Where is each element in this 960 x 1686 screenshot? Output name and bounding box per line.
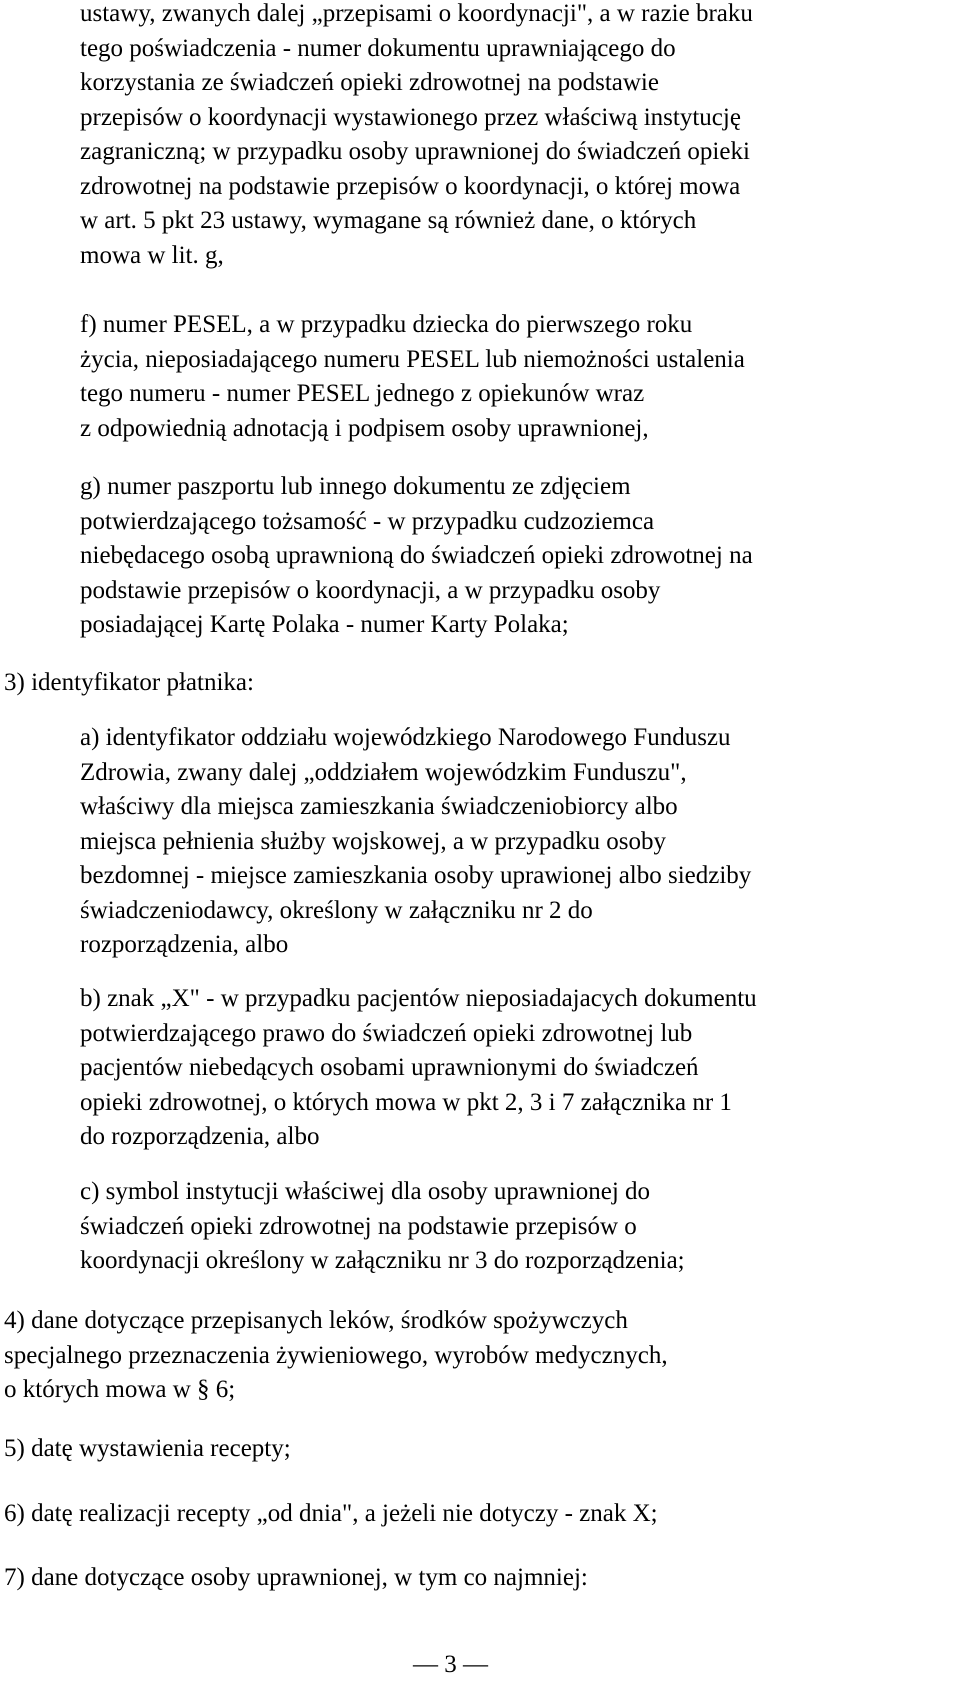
paragraph-item-g bbox=[80, 470, 960, 643]
text-line: potwierdzającego tożsamość - w przypadku cudzoziemca bbox=[80, 507, 655, 535]
text-line: bezdomnej - miejsce zamieszkania osoby uprawionej albo siedziby bbox=[80, 862, 752, 889]
paragraph-item-3 bbox=[4, 666, 904, 701]
paragraph-item-3c bbox=[80, 1175, 960, 1279]
text-line: mowa w lit. g, bbox=[80, 241, 224, 269]
text-line: życia, nieposiadającego numeru PESEL lub niemożności ustalenia bbox=[80, 345, 745, 373]
text-line: przepisów o koordynacji wystawionego przez właściwą instytucję bbox=[80, 103, 741, 131]
text-line: z odpowiednią adnotacją i podpisem osoby uprawnionej, bbox=[80, 414, 649, 442]
text-line: b) znak „X" - w przypadku pacjentów nieposiadajacych dokumentu bbox=[80, 985, 757, 1012]
text-line: a) identyfikator oddziału wojewódzkiego Narodowego Funduszu bbox=[80, 724, 731, 751]
text-line: potwierdzającego prawo do świadczeń opieki zdrowotnej lub bbox=[80, 1019, 693, 1047]
paragraph-item-6 bbox=[4, 1497, 904, 1532]
text-line: 6) datę realizacji recepty „od dnia", a jeżeli nie dotyczy - znak X; bbox=[4, 1500, 658, 1527]
paragraph-item-5 bbox=[4, 1432, 904, 1467]
text-line: świadczeniodawcy, określony w załączniku nr 2 do bbox=[80, 896, 593, 924]
text-line: zdrowotnej na podstawie przepisów o koordynacji, o której mowa bbox=[80, 172, 741, 200]
text-line: opieki zdrowotnej, o których mowa w pkt 2, 3 i 7 załącznika nr 1 bbox=[80, 1088, 732, 1116]
text-line: do rozporządzenia, albo bbox=[80, 1123, 320, 1150]
text-line: Zdrowia, zwany dalej „oddziałem wojewódzkim Funduszu", bbox=[80, 758, 687, 786]
text-line: ustawy, zwanych dalej „przepisami o koordynacji", a w razie braku bbox=[80, 0, 753, 27]
text-line: miejsca pełnienia służby wojskowej, a w przypadku osoby bbox=[80, 827, 666, 855]
paragraph-item-3a bbox=[80, 721, 960, 963]
text-line: tego poświadczenia - numer dokumentu uprawniającego do bbox=[80, 34, 676, 62]
text-line: koordynacji określony w załączniku nr 3 do rozporządzenia; bbox=[80, 1247, 685, 1274]
text-line: c) symbol instytucji właściwej dla osoby uprawnionej do bbox=[80, 1178, 651, 1205]
paragraph-item-3b bbox=[80, 982, 960, 1155]
text-line: świadczeń opieki zdrowotnej na podstawie przepisów o bbox=[80, 1212, 637, 1240]
text-line: 7) dane dotyczące osoby uprawnionej, w tym co najmniej: bbox=[4, 1564, 588, 1591]
text-line: niebędacego osobą uprawnioną do świadczeń opieki zdrowotnej na bbox=[80, 542, 753, 569]
text-line: 5) datę wystawienia recepty; bbox=[4, 1435, 291, 1462]
text-line: 4) dane dotyczące przepisanych leków, środków spożywczych bbox=[4, 1307, 628, 1334]
text-line: korzystania ze świadczeń opieki zdrowotnej na podstawie bbox=[80, 69, 659, 96]
text-line: g) numer paszportu lub innego dokumentu ze zdjęciem bbox=[80, 473, 631, 500]
paragraph-item-4 bbox=[4, 1304, 904, 1408]
text-line: f) numer PESEL, a w przypadku dziecka do pierwszego roku bbox=[80, 311, 693, 338]
text-line: w art. 5 pkt 23 ustawy, wymagane są również dane, o których bbox=[80, 207, 697, 234]
text-line: 3) identyfikator płatnika: bbox=[4, 669, 254, 696]
text-line: podstawie przepisów o koordynacji, a w przypadku osoby bbox=[80, 576, 661, 604]
paragraph-item-f bbox=[80, 308, 960, 446]
page-number: — 3 — bbox=[413, 1651, 488, 1678]
paragraph-continuation bbox=[80, 0, 960, 273]
text-line: zagraniczną; w przypadku osoby uprawnionej do świadczeń opieki bbox=[80, 138, 750, 165]
text-line: tego numeru - numer PESEL jednego z opiekunów wraz bbox=[80, 380, 645, 407]
paragraph-item-7 bbox=[4, 1561, 904, 1596]
text-line: posiadającej Kartę Polaka - numer Karty Polaka; bbox=[80, 611, 569, 638]
text-line: właściwy dla miejsca zamieszkania świadczeniobiorcy albo bbox=[80, 793, 678, 820]
text-line: specjalnego przeznaczenia żywieniowego, wyrobów medycznych, bbox=[4, 1341, 668, 1369]
text-line: o których mowa w § 6; bbox=[4, 1376, 236, 1403]
text-line: rozporządzenia, albo bbox=[80, 931, 289, 958]
text-line: pacjentów niebedących osobami uprawnionymi do świadczeń bbox=[80, 1054, 699, 1081]
